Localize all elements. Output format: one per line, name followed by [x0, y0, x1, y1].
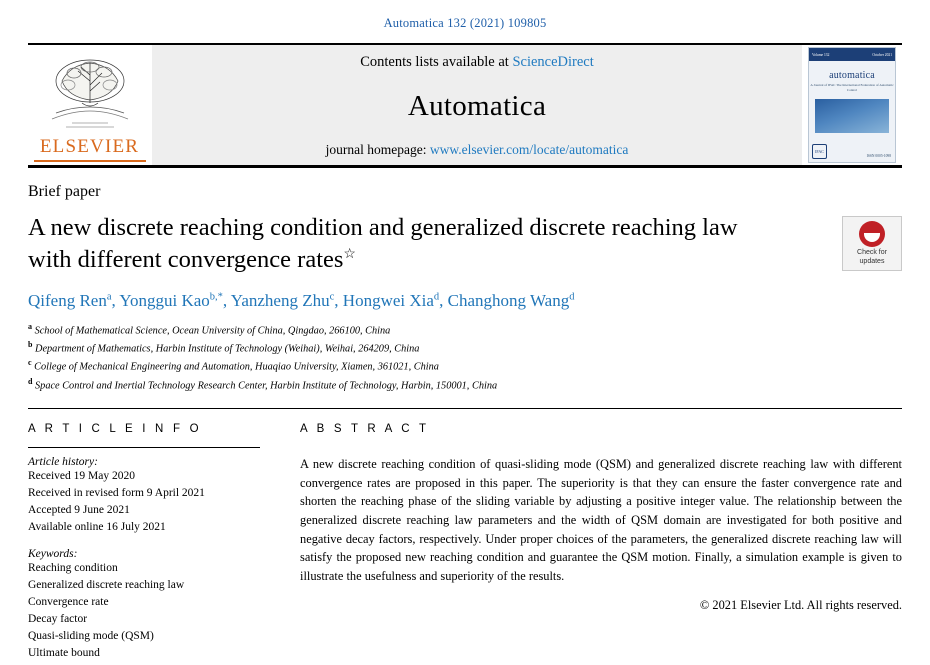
article-info-rule: [28, 447, 260, 448]
author-sep: ,: [111, 290, 120, 310]
keyword-item: Convergence rate: [28, 596, 109, 609]
affiliation-marker: a: [28, 321, 32, 331]
running-head: Automatica 132 (2021) 109805: [383, 16, 547, 30]
article-history-title: Article history:: [28, 456, 98, 469]
author-affil-marker: d: [569, 291, 575, 303]
history-item: Received 19 May 2020: [28, 470, 135, 483]
abstract-text: A new discrete reaching condition of quasi-sliding mode (QSM) and generalized discrete reaching law with different convergence rates are proposed in this paper. The superiority is that they can ensure the faster convergence rate and shorten the reaching phase of the sliding variable by adjusting a positive integer value. The relationship between the generalized discrete reaching law parameters and the width of QSM domain are investigated for both positive and negative decay factors, respectively. Under proper choices of the parameters, the generalized discrete reaching law will satisfy the proposed new reaching condition and guarantee the QSM motion. Finally, a simulation example is given to illustrate the usefulness and superiority of the results.: [300, 457, 902, 583]
elsevier-tree-icon: [42, 51, 138, 135]
affiliation-list: [28, 321, 902, 394]
crossmark-badge[interactable]: [842, 216, 902, 271]
page-title: [28, 212, 763, 276]
copyright-line: © 2021 Elsevier Ltd. All rights reserved.: [699, 598, 902, 613]
keyword-item: Quasi-sliding mode (QSM): [28, 630, 154, 643]
journal-cover-thumbnail: [802, 45, 902, 165]
affiliation-item: [28, 357, 902, 375]
abstract-heading: A B S T R A C T: [300, 423, 430, 436]
article-info-column: [28, 423, 278, 662]
affiliation-text: Department of Mathematics, Harbin Institute of Technology (Weihai), Weihai, 264209, China: [35, 343, 420, 355]
author-affil-marker: a: [106, 291, 112, 303]
author-name: Changhong Wang: [447, 290, 570, 310]
crossmark-icon: [859, 221, 885, 247]
affiliation-text: School of Mathematical Science, Ocean University of China, Qingdao, 266100, China: [34, 325, 391, 337]
keyword-item: Ultimate bound: [28, 647, 100, 660]
affiliation-text: College of Mechanical Engineering and Automation, Huaqiao University, Xiamen, 361021, China: [34, 361, 439, 373]
keywords-title: Keywords:: [28, 548, 78, 561]
author-name: Hongwei Xia: [342, 290, 434, 310]
keywords-block: [28, 548, 260, 662]
author-name: Yanzheng Zhu: [230, 290, 330, 310]
affiliation-marker: c: [28, 358, 32, 368]
masthead-center: [152, 45, 802, 165]
article-title-text: A new discrete reaching condition and generalized discrete reaching law with different convergence rates: [28, 214, 738, 273]
crossmark-line2: updates: [859, 257, 885, 265]
journal-title: Automatica: [407, 90, 547, 122]
contents-line: [360, 54, 594, 71]
cover-graphic: [815, 99, 889, 133]
contents-prefix: Contents lists available at: [360, 54, 509, 70]
keyword-item: Decay factor: [28, 613, 88, 626]
author-affil-marker: c: [329, 291, 335, 303]
crossmark-label: [843, 249, 901, 267]
cover-header-band: [809, 48, 895, 61]
history-item: Accepted 9 June 2021: [28, 504, 130, 517]
author-item[interactable]: [448, 291, 575, 310]
abstract-column: [278, 423, 902, 662]
affiliation-item: [28, 376, 902, 394]
author-affil-marker: b,*: [209, 291, 223, 303]
author-sep: ,: [334, 290, 343, 310]
history-item: Received in revised form 9 April 2021: [28, 487, 205, 500]
homepage-line: [326, 142, 629, 158]
cover-issn: ISSN 0005-1098: [866, 154, 891, 158]
keyword-item: Generalized discrete reaching law: [28, 579, 185, 592]
author-item[interactable]: [343, 291, 439, 310]
history-item: Available online 16 July 2021: [28, 521, 166, 534]
keyword-item: Reaching condition: [28, 562, 118, 575]
cover-subtitle: A Journal of IFAC The International Federation of Automatic Control: [810, 83, 894, 93]
homepage-link[interactable]: www.elsevier.com/locate/automatica: [429, 142, 629, 157]
elsevier-underline: [34, 160, 146, 162]
elsevier-logo: [28, 45, 152, 165]
author-item[interactable]: [231, 291, 335, 310]
cover-image: [808, 47, 896, 163]
author-affil-marker: d: [433, 291, 440, 303]
article-info-heading: A R T I C L E I N F O: [28, 423, 202, 436]
elsevier-wordmark: ELSEVIER: [39, 136, 140, 157]
section-divider: [28, 408, 902, 409]
sciencedirect-link[interactable]: ScienceDirect: [512, 54, 594, 70]
cover-journal-name: automatica: [829, 70, 875, 81]
author-item[interactable]: [28, 291, 112, 310]
affiliation-item: [28, 339, 902, 357]
affiliation-marker: b: [28, 340, 33, 350]
author-list: [28, 291, 902, 311]
author-sep: ,: [222, 290, 231, 310]
title-row: [28, 212, 902, 276]
affiliation-item: [28, 321, 902, 339]
affiliation-text: Space Control and Inertial Technology Research Center, Harbin Institute of Technology, Harbin, 150001, China: [35, 380, 498, 392]
homepage-prefix: journal homepage:: [325, 142, 427, 157]
crossmark-line1: Check for: [857, 249, 887, 256]
article-type: Brief paper: [28, 183, 101, 200]
author-name: Qifeng Ren: [28, 290, 107, 310]
cover-date: October 2021: [872, 52, 892, 57]
info-abstract-columns: [28, 423, 902, 662]
author-item[interactable]: [119, 291, 223, 310]
title-footnote-marker[interactable]: ☆: [343, 246, 356, 262]
author-name: Yonggui Kao: [119, 290, 210, 310]
affiliation-marker: d: [28, 376, 33, 386]
journal-masthead: [28, 43, 902, 168]
author-sep: ,: [439, 290, 448, 310]
ifac-logo-icon: IFAC: [812, 144, 827, 159]
cover-volume: Volume 132: [812, 52, 830, 57]
